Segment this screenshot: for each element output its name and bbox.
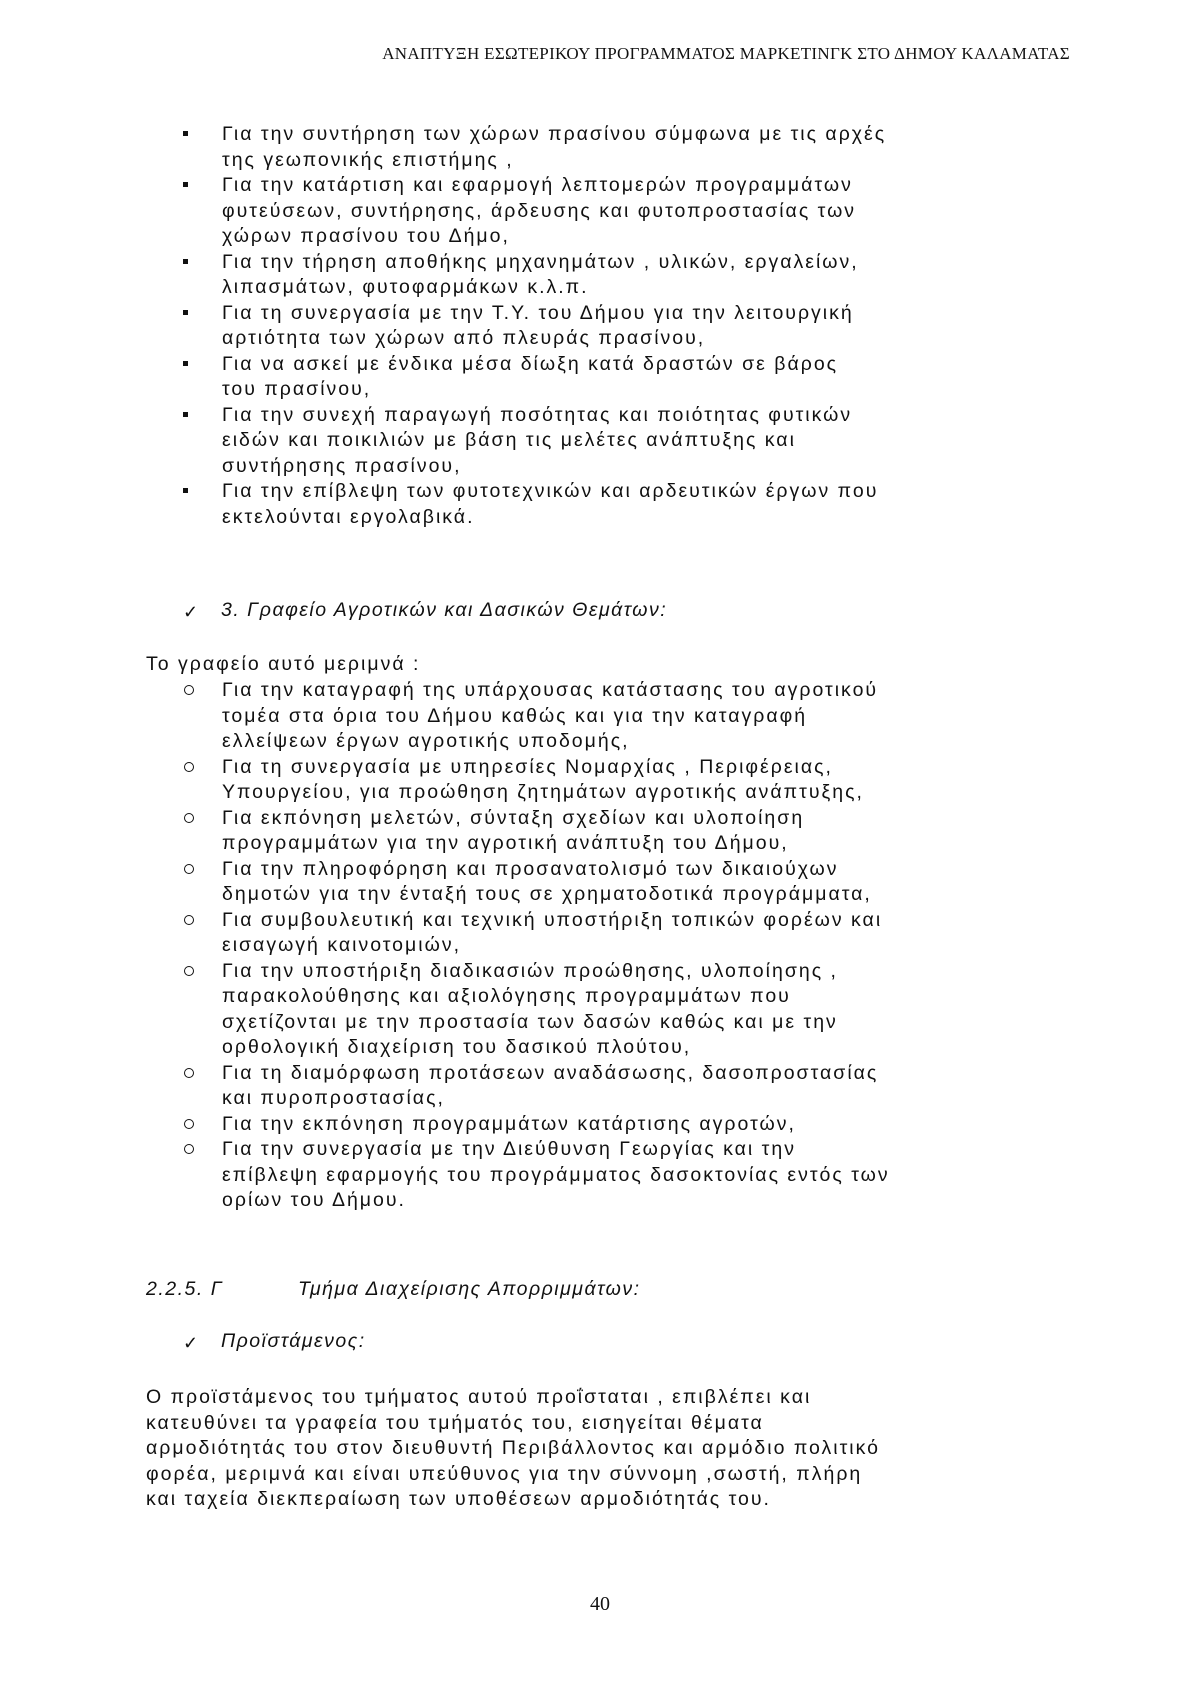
list-item-line: προγραμμάτων για την αγροτική ανάπτυξη του Δήμου,	[222, 832, 789, 854]
list-item-line: Για τη συνεργασία με την Τ.Υ. του Δήμου για την λειτουργική	[222, 301, 854, 324]
list-item-line: Για τη συνεργασία με υπηρεσίες Νομαρχίας , Περιφέρειας,	[222, 755, 833, 778]
list-item	[180, 1137, 1080, 1214]
check-icon: ✓	[183, 602, 201, 622]
list-item	[180, 122, 1080, 173]
square-bullet-icon	[183, 310, 188, 315]
circle-bullet-icon	[184, 915, 194, 925]
square-bullet-icon	[183, 259, 188, 264]
section-title: Τμήμα Διαχείρισης Απορριμμάτων:	[298, 1278, 641, 1300]
list-item-line: Για τη διαμόρφωση προτάσεων αναδάσωσης, δασοπροστασίας	[222, 1061, 879, 1084]
list-item-line: ελλείψεων έργων αγροτικής υποδομής,	[222, 730, 630, 752]
list-item	[180, 1112, 1080, 1138]
running-header: ΑΝΑΠΤΥΞΗ ΕΣΩΤΕΡΙΚΟΥ ΠΡΟΓΡΑΜΜΑΤΟΣ ΜΑΡΚΕΤΙΝΓΚ ΣΤΟ ΔΗΜΟΥ ΚΑΛΑΜΑΤΑΣ	[382, 44, 1070, 63]
circle-bullet-icon	[184, 1119, 194, 1129]
circle-bullet-icon	[184, 1068, 194, 1078]
list-item-line: Για την πληροφόρηση και προσανατολισμό των δικαιούχων	[222, 857, 839, 880]
list-item	[180, 352, 1080, 403]
circle-bullet-icon	[184, 685, 194, 695]
list-item-line: τομέα στα όρια του Δήμου καθώς και για την καταγραφή	[222, 704, 808, 727]
office-heading: 3. Γραφείο Αγροτικών και Δασικών Θεμάτων:	[221, 599, 668, 621]
list-item-line: Για την επίβλεψη των φυτοτεχνικών και αρδευτικών έργων που	[222, 480, 879, 502]
square-bullet-icon	[183, 131, 188, 136]
circle-bullet-icon	[184, 864, 194, 874]
circle-bullet-icon	[184, 1144, 194, 1154]
paragraph-line: Ο προϊστάμενος του τμήματος αυτού προΐσταται , επιβλέπει και	[146, 1386, 812, 1408]
list-item	[180, 479, 1080, 530]
list-item-line: Για την καταγραφή της υπάρχουσας κατάστασης του αγροτικού	[222, 679, 879, 701]
list-item	[180, 857, 1080, 908]
list-item	[180, 959, 1080, 1061]
check-icon: ✓	[183, 1333, 201, 1353]
supervisor-paragraph	[146, 1385, 1076, 1513]
list-item-line: ειδών και ποικιλιών με βάση τις μελέτες ανάπτυξης και	[222, 429, 796, 451]
list-item-line: ορίων του Δήμου.	[222, 1189, 406, 1211]
list-item	[180, 806, 1080, 857]
list-item-line: εισαγωγή καινοτομιών,	[222, 934, 461, 956]
paragraph-line: φορέα, μεριμνά και είναι υπεύθυνος για την σύννομη ,σωστή, πλήρη	[146, 1462, 863, 1485]
subsection-heading: Προϊστάμενος:	[221, 1330, 366, 1352]
list-item-line: του πρασίνου,	[222, 378, 372, 400]
circle-bullet-icon	[184, 966, 194, 976]
list-item-line: Για την συνεργασία με την Διεύθυνση Γεωργίας και την	[222, 1138, 796, 1160]
list-item	[180, 173, 1080, 250]
list-item-line: Για την συντήρηση των χώρων πρασίνου σύμφωνα με τις αρχές	[222, 123, 887, 145]
list-item-line: Για την εκπόνηση προγραμμάτων κατάρτισης αγροτών,	[222, 1112, 796, 1135]
list-item-line: Για την συνεχή παραγωγή ποσότητας και ποιότητας φυτικών	[222, 403, 853, 426]
list-item	[180, 1061, 1080, 1112]
list-item-line: χώρων πρασίνου του Δήμο,	[222, 225, 510, 247]
circle-bullet-icon	[184, 762, 194, 772]
list-item	[180, 250, 1080, 301]
list-item-line: εκτελούνται εργολαβικά.	[222, 505, 475, 528]
square-bullet-icon	[183, 182, 188, 187]
list-item-line: αρτιότητα των χώρων από πλευράς πρασίνου,	[222, 327, 706, 349]
page-number: 40	[590, 1593, 610, 1615]
list-item-line: δημοτών για την ένταξή τους σε χρηματοδοτικά προγράμματα,	[222, 883, 872, 905]
list-item-line: Για την υποστήριξη διαδικασιών προώθησης, υλοποίησης ,	[222, 959, 838, 982]
paragraph-line: αρμοδιότητάς του στον διευθυντή Περιβάλλοντος και αρμόδιο πολιτικό	[146, 1437, 880, 1459]
square-bullet-icon	[183, 361, 188, 366]
list-item	[180, 908, 1080, 959]
list-item	[180, 301, 1080, 352]
circle-bullet-icon	[184, 813, 194, 823]
office-intro: Το γραφείο αυτό μεριμνά :	[146, 653, 421, 675]
list-item-line: Για να ασκεί με ένδικα μέσα δίωξη κατά δραστών σε βάρος	[222, 352, 839, 375]
list-item-line: σχετίζονται με την προστασία των δασών καθώς και με την	[222, 1010, 838, 1033]
list-item	[180, 755, 1080, 806]
paragraph-line: και ταχεία διεκπεραίωση των υποθέσεων αρμοδιότητάς του.	[146, 1488, 771, 1510]
list-item-line: Για συμβουλευτική και τεχνική υποστήριξη τοπικών φορέων και	[222, 908, 883, 931]
square-bullet-icon	[183, 412, 188, 417]
list-item-line: Υπουργείου, για προώθηση ζητημάτων αγροτικής ανάπτυξης,	[222, 781, 864, 803]
list-item	[180, 403, 1080, 480]
list-item-line: συντήρησης πρασίνου,	[222, 454, 462, 477]
list-item-line: φυτεύσεων, συντήρησης, άρδευσης και φυτοπροστασίας των	[222, 199, 857, 222]
green-duties-list	[180, 122, 1080, 530]
list-item-line: της γεωπονικής επιστήμης ,	[222, 148, 514, 171]
square-bullet-icon	[183, 488, 188, 493]
section-number: 2.2.5. Γ	[146, 1278, 224, 1300]
paragraph-line: κατευθύνει τα γραφεία του τμήματός του, εισηγείται θέματα	[146, 1411, 764, 1434]
list-item-line: Για την τήρηση αποθήκης μηχανημάτων , υλικών, εργαλείων,	[222, 250, 859, 273]
list-item-line: λιπασμάτων, φυτοφαρμάκων κ.λ.π.	[222, 276, 589, 298]
list-item-line: ορθολογική διαχείριση του δασικού πλούτου,	[222, 1036, 692, 1058]
list-item	[180, 678, 1080, 755]
list-item-line: Για την κατάρτιση και εφαρμογή λεπτομερών προγραμμάτων	[222, 174, 853, 196]
list-item-line: και πυροπροστασίας,	[222, 1087, 445, 1109]
list-item-line: παρακολούθησης και αξιολόγησης προγραμμάτων που	[222, 985, 791, 1007]
list-item-line: Για εκπόνηση μελετών, σύνταξη σχεδίων και υλοποίηση	[222, 806, 805, 829]
list-item-line: επίβλεψη εφαρμογής του προγράμματος δασοκτονίας εντός των	[222, 1163, 890, 1186]
agri-duties-list	[180, 678, 1080, 1214]
